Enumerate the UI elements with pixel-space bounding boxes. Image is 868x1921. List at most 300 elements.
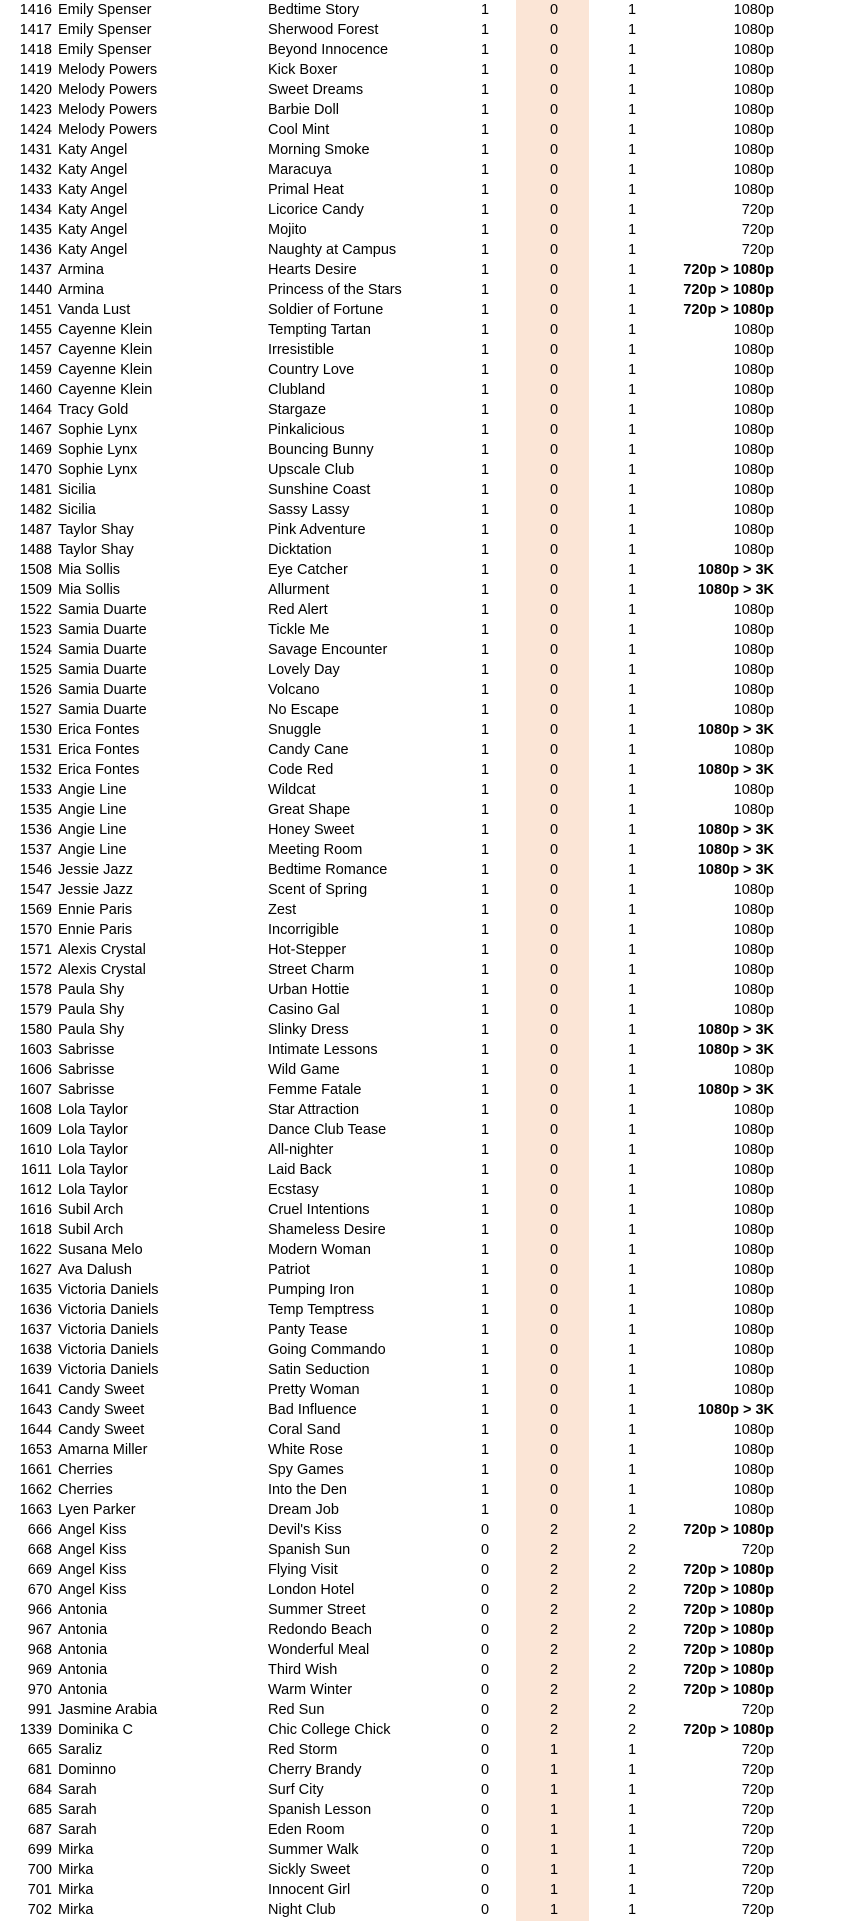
scene-title-cell: Spanish Lesson: [268, 1802, 372, 1818]
row-id-cell: 702: [27, 1902, 52, 1918]
scene-title-cell: Coral Sand: [268, 1422, 341, 1438]
scene-title-cell: Licorice Candy: [268, 202, 364, 218]
resolution-cell: 1080p: [733, 82, 774, 98]
count-total-cell: 2: [627, 1622, 637, 1638]
row-id-cell: 1455: [19, 322, 52, 338]
table-row: [0, 1100, 868, 1120]
table-row: [0, 1560, 868, 1580]
count-a-cell: 0: [480, 1882, 490, 1898]
row-id-cell: 1524: [19, 642, 52, 658]
count-b-cell: 0: [549, 882, 559, 898]
scene-title-cell: Warm Winter: [268, 1682, 353, 1698]
model-name-cell: Cayenne Klein: [58, 362, 153, 378]
count-total-cell: 1: [627, 1882, 637, 1898]
count-total-cell: 1: [627, 1482, 637, 1498]
resolution-cell: 1080p > 3K: [697, 582, 774, 598]
resolution-cell: 1080p: [733, 982, 774, 998]
row-id-cell: 1437: [19, 262, 52, 278]
model-name-cell: Dominika C: [58, 1722, 133, 1738]
count-a-cell: 1: [480, 902, 490, 918]
count-total-cell: 1: [627, 1402, 637, 1418]
count-b-cell: 0: [549, 102, 559, 118]
scene-title-cell: Snuggle: [268, 722, 322, 738]
count-b-cell: 0: [549, 1202, 559, 1218]
table-row: [0, 1320, 868, 1340]
count-a-cell: 1: [480, 1242, 490, 1258]
table-row: [0, 1480, 868, 1500]
resolution-cell: 1080p > 3K: [697, 1022, 774, 1038]
count-a-cell: 0: [480, 1522, 490, 1538]
count-total-cell: 1: [627, 1502, 637, 1518]
scene-title-cell: Patriot: [268, 1262, 310, 1278]
row-id-cell: 970: [27, 1682, 52, 1698]
table-row: [0, 1080, 868, 1100]
scene-title-cell: Cherry Brandy: [268, 1762, 362, 1778]
row-id-cell: 1460: [19, 382, 52, 398]
row-id-cell: 1469: [19, 442, 52, 458]
resolution-cell: 1080p: [733, 1502, 774, 1518]
count-b-cell: 0: [549, 362, 559, 378]
model-name-cell: Sarah: [58, 1822, 97, 1838]
resolution-cell: 1080p > 3K: [697, 1042, 774, 1058]
count-total-cell: 1: [627, 922, 637, 938]
count-a-cell: 1: [480, 1442, 490, 1458]
model-name-cell: Emily Spenser: [58, 2, 152, 18]
row-id-cell: 684: [27, 1782, 52, 1798]
row-id-cell: 1418: [19, 42, 52, 58]
table-row: [0, 1820, 868, 1840]
count-total-cell: 1: [627, 1062, 637, 1078]
model-name-cell: Paula Shy: [58, 1002, 125, 1018]
row-id-cell: 1618: [19, 1222, 52, 1238]
count-total-cell: 1: [627, 602, 637, 618]
table-row: [0, 1800, 868, 1820]
model-name-cell: Dominno: [58, 1762, 117, 1778]
model-name-cell: Angie Line: [58, 802, 127, 818]
model-name-cell: Victoria Daniels: [58, 1342, 159, 1358]
count-a-cell: 1: [480, 802, 490, 818]
count-a-cell: 1: [480, 922, 490, 938]
row-id-cell: 1432: [19, 162, 52, 178]
count-b-cell: 0: [549, 42, 559, 58]
scene-title-cell: Satin Seduction: [268, 1362, 370, 1378]
scene-title-cell: Sunshine Coast: [268, 482, 371, 498]
count-a-cell: 1: [480, 262, 490, 278]
scene-title-cell: Casino Gal: [268, 1002, 340, 1018]
count-total-cell: 1: [627, 642, 637, 658]
count-a-cell: 1: [480, 42, 490, 58]
resolution-cell: 1080p > 3K: [697, 562, 774, 578]
row-id-cell: 1536: [19, 822, 52, 838]
table-row: [0, 760, 868, 780]
count-b-cell: 0: [549, 622, 559, 638]
row-id-cell: 685: [27, 1802, 52, 1818]
row-id-cell: 1530: [19, 722, 52, 738]
count-total-cell: 1: [627, 1902, 637, 1918]
scene-title-cell: Irresistible: [268, 342, 335, 358]
count-b-cell: 0: [549, 602, 559, 618]
model-name-cell: Vanda Lust: [58, 302, 131, 318]
resolution-cell: 1080p > 3K: [697, 722, 774, 738]
table-row: [0, 820, 868, 840]
count-a-cell: 0: [480, 1642, 490, 1658]
scene-title-cell: All-nighter: [268, 1142, 334, 1158]
table-row: [0, 1440, 868, 1460]
table-row: [0, 0, 868, 20]
count-b-cell: 0: [549, 1242, 559, 1258]
count-b-cell: 0: [549, 822, 559, 838]
count-b-cell: 0: [549, 1382, 559, 1398]
row-id-cell: 967: [27, 1622, 52, 1638]
count-b-cell: 2: [549, 1682, 559, 1698]
count-a-cell: 1: [480, 1322, 490, 1338]
model-name-cell: Erica Fontes: [58, 722, 140, 738]
table-row: [0, 1280, 868, 1300]
table-row: [0, 780, 868, 800]
row-id-cell: 700: [27, 1862, 52, 1878]
count-b-cell: 0: [549, 322, 559, 338]
count-a-cell: 1: [480, 702, 490, 718]
count-a-cell: 1: [480, 762, 490, 778]
table-row: [0, 40, 868, 60]
row-id-cell: 1569: [19, 902, 52, 918]
model-name-cell: Sabrisse: [58, 1082, 115, 1098]
count-b-cell: 0: [549, 502, 559, 518]
count-b-cell: 0: [549, 722, 559, 738]
scene-title-cell: Eye Catcher: [268, 562, 348, 578]
count-b-cell: 0: [549, 142, 559, 158]
resolution-cell: 720p > 1080p: [683, 1642, 774, 1658]
model-name-cell: Katy Angel: [58, 222, 128, 238]
count-total-cell: 1: [627, 1102, 637, 1118]
count-total-cell: 2: [627, 1682, 637, 1698]
table-row: [0, 1260, 868, 1280]
count-a-cell: 1: [480, 442, 490, 458]
count-a-cell: 1: [480, 622, 490, 638]
resolution-cell: 1080p: [733, 442, 774, 458]
scene-title-cell: Stargaze: [268, 402, 327, 418]
scene-title-cell: Devil's Kiss: [268, 1522, 342, 1538]
model-name-cell: Angel Kiss: [58, 1562, 127, 1578]
resolution-cell: 1080p: [733, 1062, 774, 1078]
scene-title-cell: Night Club: [268, 1902, 336, 1918]
scene-title-cell: Spy Games: [268, 1462, 344, 1478]
count-a-cell: 1: [480, 962, 490, 978]
count-b-cell: 0: [549, 842, 559, 858]
row-id-cell: 968: [27, 1642, 52, 1658]
model-name-cell: Melody Powers: [58, 82, 158, 98]
scene-title-cell: Spanish Sun: [268, 1542, 351, 1558]
model-name-cell: Paula Shy: [58, 982, 125, 998]
resolution-cell: 1080p: [733, 942, 774, 958]
count-b-cell: 0: [549, 482, 559, 498]
count-total-cell: 1: [627, 782, 637, 798]
model-name-cell: Alexis Crystal: [58, 942, 146, 958]
model-name-cell: Cayenne Klein: [58, 322, 153, 338]
count-a-cell: 1: [480, 1362, 490, 1378]
row-id-cell: 669: [27, 1562, 52, 1578]
count-total-cell: 1: [627, 1862, 637, 1878]
count-a-cell: 1: [480, 362, 490, 378]
count-b-cell: 1: [549, 1822, 559, 1838]
model-name-cell: Sabrisse: [58, 1062, 115, 1078]
count-a-cell: 1: [480, 122, 490, 138]
scene-title-cell: Clubland: [268, 382, 326, 398]
resolution-cell: 720p: [741, 1822, 774, 1838]
row-id-cell: 1522: [19, 602, 52, 618]
resolution-cell: 720p: [741, 1902, 774, 1918]
count-total-cell: 1: [627, 562, 637, 578]
table-row: [0, 1160, 868, 1180]
count-b-cell: 0: [549, 702, 559, 718]
row-id-cell: 1622: [19, 1242, 52, 1258]
count-total-cell: 2: [627, 1582, 637, 1598]
row-id-cell: 1433: [19, 182, 52, 198]
resolution-cell: 1080p: [733, 922, 774, 938]
count-b-cell: 0: [549, 22, 559, 38]
count-b-cell: 1: [549, 1782, 559, 1798]
model-name-cell: Taylor Shay: [58, 522, 134, 538]
table-row: [0, 1040, 868, 1060]
model-name-cell: Katy Angel: [58, 182, 128, 198]
resolution-cell: 720p: [741, 1702, 774, 1718]
table-row: [0, 1180, 868, 1200]
count-b-cell: 1: [549, 1862, 559, 1878]
count-a-cell: 1: [480, 1402, 490, 1418]
scene-title-cell: Sherwood Forest: [268, 22, 379, 38]
count-b-cell: 0: [549, 962, 559, 978]
count-a-cell: 1: [480, 1022, 490, 1038]
count-total-cell: 1: [627, 1322, 637, 1338]
scene-title-cell: Urban Hottie: [268, 982, 350, 998]
count-a-cell: 1: [480, 542, 490, 558]
count-b-cell: 0: [549, 202, 559, 218]
count-b-cell: 0: [549, 1422, 559, 1438]
scene-title-cell: Panty Tease: [268, 1322, 348, 1338]
resolution-cell: 1080p > 3K: [697, 1402, 774, 1418]
scene-title-cell: Hearts Desire: [268, 262, 357, 278]
row-id-cell: 701: [27, 1882, 52, 1898]
count-total-cell: 1: [627, 162, 637, 178]
count-b-cell: 0: [549, 1342, 559, 1358]
count-total-cell: 1: [627, 362, 637, 378]
model-name-cell: Katy Angel: [58, 142, 128, 158]
scene-title-cell: Kick Boxer: [268, 62, 338, 78]
row-id-cell: 1641: [19, 1382, 52, 1398]
model-name-cell: Victoria Daniels: [58, 1362, 159, 1378]
count-b-cell: 0: [549, 782, 559, 798]
count-a-cell: 1: [480, 242, 490, 258]
count-a-cell: 1: [480, 382, 490, 398]
row-id-cell: 1653: [19, 1442, 52, 1458]
count-total-cell: 1: [627, 1342, 637, 1358]
row-id-cell: 1607: [19, 1082, 52, 1098]
table-row: [0, 400, 868, 420]
count-a-cell: 0: [480, 1702, 490, 1718]
count-a-cell: 1: [480, 222, 490, 238]
model-name-cell: Angel Kiss: [58, 1582, 127, 1598]
count-b-cell: 0: [549, 1122, 559, 1138]
resolution-cell: 1080p: [733, 22, 774, 38]
row-id-cell: 1434: [19, 202, 52, 218]
count-b-cell: 2: [549, 1702, 559, 1718]
resolution-cell: 720p: [741, 1802, 774, 1818]
count-b-cell: 0: [549, 1002, 559, 1018]
scene-title-cell: Dance Club Tease: [268, 1122, 387, 1138]
row-id-cell: 668: [27, 1542, 52, 1558]
scene-title-cell: Incorrigible: [268, 922, 339, 938]
row-id-cell: 1635: [19, 1282, 52, 1298]
count-total-cell: 1: [627, 1362, 637, 1378]
count-total-cell: 2: [627, 1662, 637, 1678]
count-a-cell: 1: [480, 282, 490, 298]
scene-title-cell: Volcano: [268, 682, 320, 698]
count-a-cell: 1: [480, 1002, 490, 1018]
row-id-cell: 1440: [19, 282, 52, 298]
model-name-cell: Lola Taylor: [58, 1102, 128, 1118]
row-id-cell: 1523: [19, 622, 52, 638]
table-row: [0, 1720, 868, 1740]
resolution-cell: 720p: [741, 1882, 774, 1898]
count-total-cell: 1: [627, 482, 637, 498]
table-row: [0, 1760, 868, 1780]
count-b-cell: 0: [549, 1042, 559, 1058]
row-id-cell: 681: [27, 1762, 52, 1778]
resolution-cell: 1080p: [733, 1162, 774, 1178]
count-b-cell: 2: [549, 1642, 559, 1658]
model-name-cell: Samia Duarte: [58, 642, 147, 658]
table-row: [0, 1340, 868, 1360]
table-row: [0, 1780, 868, 1800]
resolution-cell: 720p > 1080p: [683, 1622, 774, 1638]
resolution-cell: 1080p: [733, 522, 774, 538]
scene-title-cell: Meeting Room: [268, 842, 363, 858]
count-a-cell: 1: [480, 562, 490, 578]
count-total-cell: 1: [627, 402, 637, 418]
table-row: [0, 740, 868, 760]
resolution-cell: 1080p: [733, 322, 774, 338]
table-row: [0, 180, 868, 200]
table-row: [0, 1380, 868, 1400]
count-a-cell: 1: [480, 1302, 490, 1318]
table-row: [0, 720, 868, 740]
model-name-cell: Ennie Paris: [58, 902, 133, 918]
model-name-cell: Susana Melo: [58, 1242, 143, 1258]
model-name-cell: Paula Shy: [58, 1022, 125, 1038]
row-id-cell: 1467: [19, 422, 52, 438]
row-id-cell: 1525: [19, 662, 52, 678]
count-total-cell: 1: [627, 1142, 637, 1158]
count-total-cell: 1: [627, 1162, 637, 1178]
model-name-cell: Lola Taylor: [58, 1182, 128, 1198]
model-name-cell: Saraliz: [58, 1742, 103, 1758]
scene-title-cell: Tickle Me: [268, 622, 330, 638]
model-name-cell: Katy Angel: [58, 242, 128, 258]
resolution-cell: 1080p: [733, 1122, 774, 1138]
count-b-cell: 0: [549, 442, 559, 458]
count-a-cell: 1: [480, 742, 490, 758]
count-b-cell: 0: [549, 282, 559, 298]
count-a-cell: 0: [480, 1762, 490, 1778]
table-row: [0, 420, 868, 440]
row-id-cell: 1537: [19, 842, 52, 858]
count-total-cell: 1: [627, 1802, 637, 1818]
table-row: [0, 140, 868, 160]
table-row: [0, 1240, 868, 1260]
count-total-cell: 1: [627, 1082, 637, 1098]
scene-title-cell: Allurment: [268, 582, 330, 598]
count-b-cell: 0: [549, 542, 559, 558]
count-total-cell: 1: [627, 182, 637, 198]
scene-title-cell: No Escape: [268, 702, 339, 718]
count-b-cell: 2: [549, 1562, 559, 1578]
count-total-cell: 1: [627, 802, 637, 818]
row-id-cell: 966: [27, 1602, 52, 1618]
row-id-cell: 666: [27, 1522, 52, 1538]
count-b-cell: 2: [549, 1522, 559, 1538]
count-b-cell: 0: [549, 562, 559, 578]
model-name-cell: Sophie Lynx: [58, 462, 138, 478]
count-a-cell: 0: [480, 1602, 490, 1618]
count-b-cell: 0: [549, 162, 559, 178]
table-row: [0, 300, 868, 320]
scene-title-cell: Redondo Beach: [268, 1622, 372, 1638]
table-row: [0, 1120, 868, 1140]
resolution-cell: 1080p: [733, 742, 774, 758]
resolution-cell: 1080p: [733, 662, 774, 678]
row-id-cell: 1482: [19, 502, 52, 518]
scene-title-cell: Slinky Dress: [268, 1022, 349, 1038]
scene-title-cell: Ecstasy: [268, 1182, 319, 1198]
count-a-cell: 1: [480, 642, 490, 658]
table-row: [0, 500, 868, 520]
count-b-cell: 2: [549, 1542, 559, 1558]
model-name-cell: Emily Spenser: [58, 42, 152, 58]
count-a-cell: 1: [480, 482, 490, 498]
model-name-cell: Armina: [58, 282, 104, 298]
model-name-cell: Melody Powers: [58, 62, 158, 78]
model-name-cell: Mirka: [58, 1842, 94, 1858]
scene-title-cell: Street Charm: [268, 962, 355, 978]
count-total-cell: 1: [627, 322, 637, 338]
count-b-cell: 0: [549, 582, 559, 598]
count-a-cell: 0: [480, 1542, 490, 1558]
model-name-cell: Sabrisse: [58, 1042, 115, 1058]
resolution-cell: 720p: [741, 1862, 774, 1878]
count-total-cell: 1: [627, 982, 637, 998]
count-total-cell: 1: [627, 822, 637, 838]
row-id-cell: 1580: [19, 1022, 52, 1038]
count-a-cell: 1: [480, 1182, 490, 1198]
resolution-cell: 1080p > 3K: [697, 842, 774, 858]
row-id-cell: 1527: [19, 702, 52, 718]
count-a-cell: 1: [480, 82, 490, 98]
resolution-cell: 1080p: [733, 1282, 774, 1298]
resolution-cell: 1080p: [733, 542, 774, 558]
count-total-cell: 1: [627, 1202, 637, 1218]
row-id-cell: 665: [27, 1742, 52, 1758]
count-b-cell: 0: [549, 742, 559, 758]
model-name-cell: Lola Taylor: [58, 1162, 128, 1178]
resolution-cell: 1080p > 3K: [697, 822, 774, 838]
count-total-cell: 1: [627, 1262, 637, 1278]
row-id-cell: 991: [27, 1702, 52, 1718]
row-id-cell: 1546: [19, 862, 52, 878]
row-id-cell: 1416: [19, 2, 52, 18]
table-row: [0, 700, 868, 720]
count-a-cell: 1: [480, 582, 490, 598]
scene-title-cell: Eden Room: [268, 1822, 345, 1838]
